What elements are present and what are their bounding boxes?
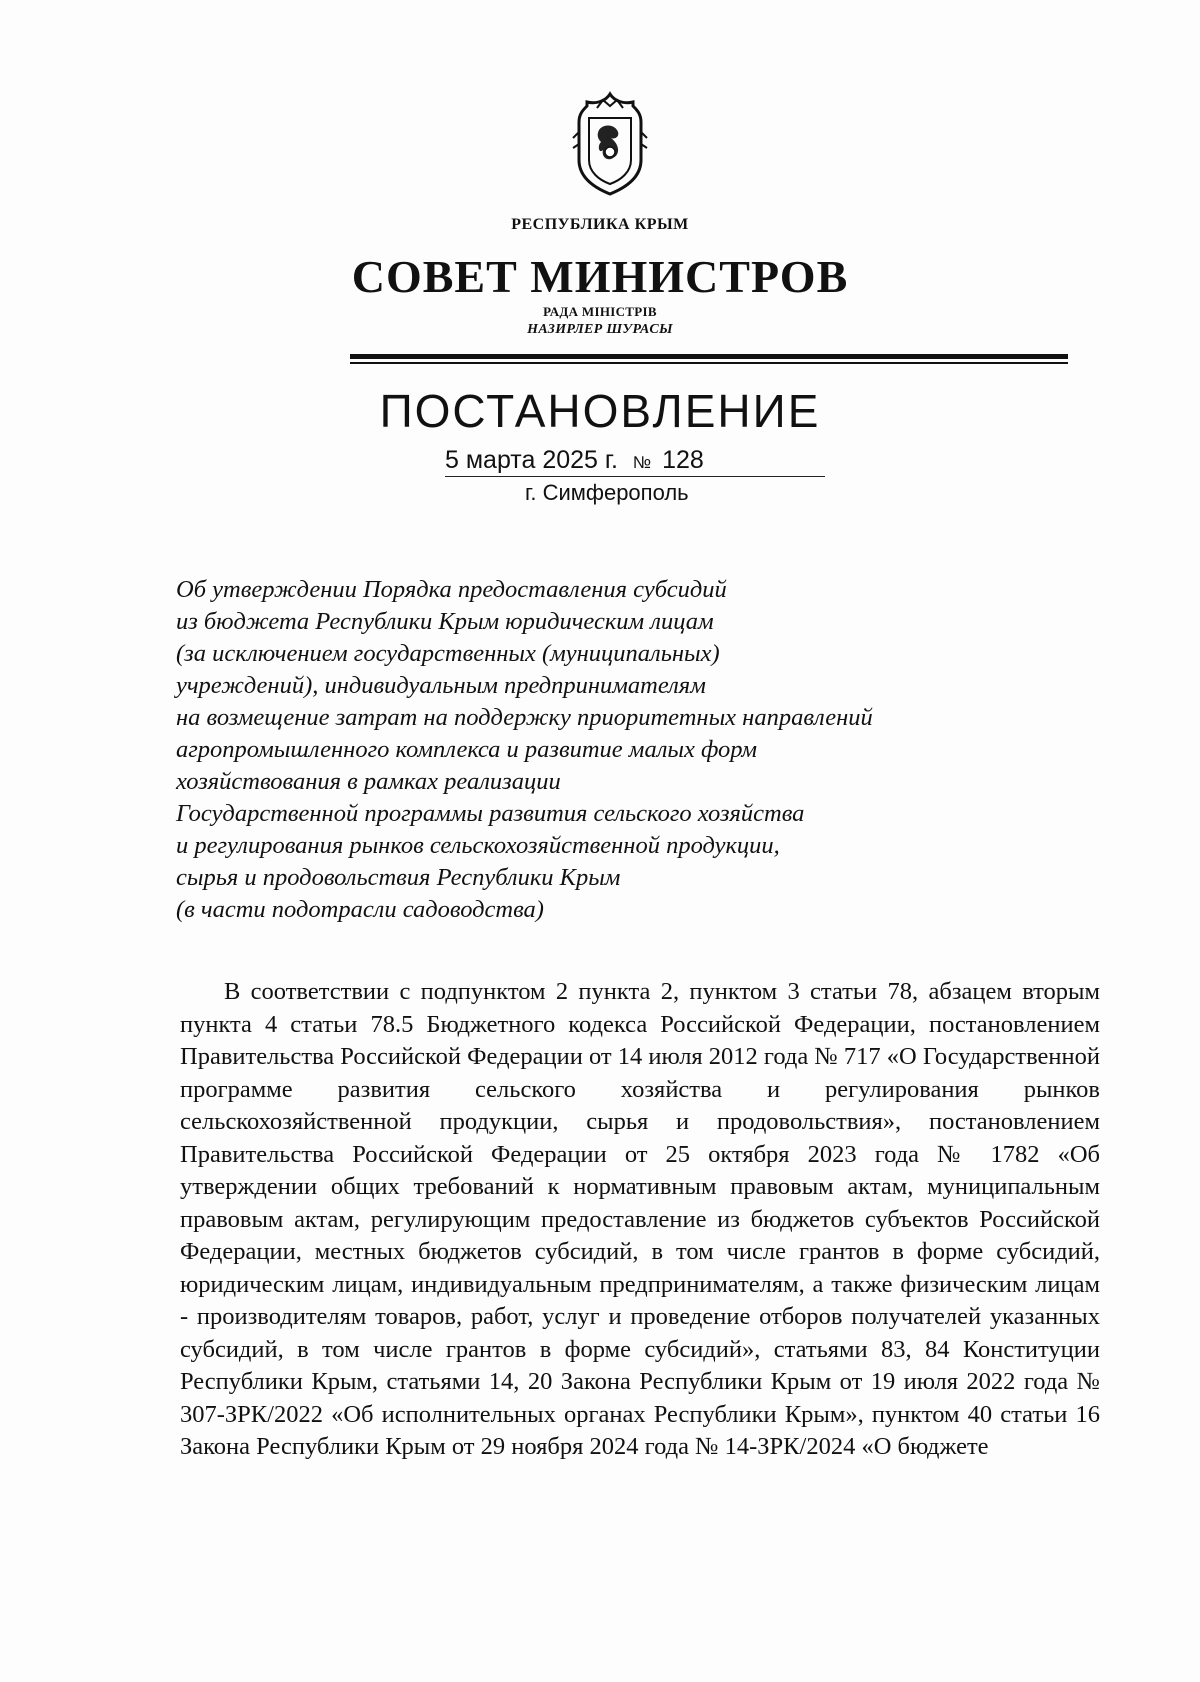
title-line: и регулирования рынков сельскохозяйственной продукции, [176,832,780,859]
title-line: (за исключением государственных (муниципальных) [176,640,720,667]
number-sign: № [632,453,652,472]
document-day: 5 [445,446,459,474]
document-type-title: ПОСТАНОВЛЕНИЕ [379,385,821,437]
title-line: из бюджета Республики Крым юридическим лицам [176,608,714,635]
document-title [176,574,1036,926]
date-underline [445,476,825,477]
title-line: на возмещение затрат на поддержку приоритетных направлений [176,704,873,731]
title-line: Государственной программы развития сельского хозяйства [176,800,805,827]
header-divider-thick [350,354,1068,359]
document-number: 128 [662,446,704,474]
title-line: хозяйствования в рамках реализации [176,768,561,795]
header-divider-thin [350,362,1068,364]
title-line: Об утверждении Порядка предоставления субсидий [176,576,727,603]
document-city: г. Симферополь [525,480,689,505]
document-month-year: марта 2025 г. [465,446,618,474]
title-line: учреждений), индивидуальным предпринимателям [176,672,706,699]
republic-label: РЕСПУБЛИКА КРЫМ [511,216,689,233]
crimea-coat-of-arms-icon [565,88,655,198]
rada-label: РАДА МІНІСТРІВ [543,304,657,319]
title-line: агропромышленного комплекса и развитие малых форм [176,736,757,763]
document-date-number [445,446,704,475]
title-line: (в части подотрасли садоводства) [176,896,544,923]
naz-label: НАЗИРЛЕР ШУРАСЫ [527,322,673,337]
title-line: сырья и продовольствия Республики Крым [176,864,621,891]
document-body-paragraph: В соответствии с подпунктом 2 пункта 2, пунктом 3 статьи 78, абзацем вторым пункта 4 статьи 78.5 Бюджетного кодекса Российской Федерации, постановлением Правительства Российской Федерации от 14 июля 2012 года № 717 «О Государственной программе развития сельского хозяйства и регулирования рынков сельскохозяйственной продукции, сырья и продовольствия», постановлением Правительства Российской Федерации от 25 октября 2023 года № 1782 «Об утверждении общих требований к нормативным правовым актам, муниципальным правовым актам, регулирующим предоставление из бюджетов субъектов Российской Федерации, местных бюджетов субсидий, в том числе грантов в форме субсидий, юридическим лицам, индивидуальным предпринимателям, а также физическим лицам - производителям товаров, работ, услуг и проведение отборов получателей указанных субсидий, в том числе грантов в форме субсидий», статьями 83, 84 Конституции Республики Крым, статьями 14, 20 Закона Республики Крым от 19 июля 2022 года № 307-ЗРК/2022 «Об исполнительных органах Республики Крым», пунктом 40 статьи 16 Закона Республики Крым от 29 ноября 2024 года № 14-ЗРК/2024 «О бюджете [180,978,1101,1460]
council-title: СОВЕТ МИНИСТРОВ [351,251,849,302]
